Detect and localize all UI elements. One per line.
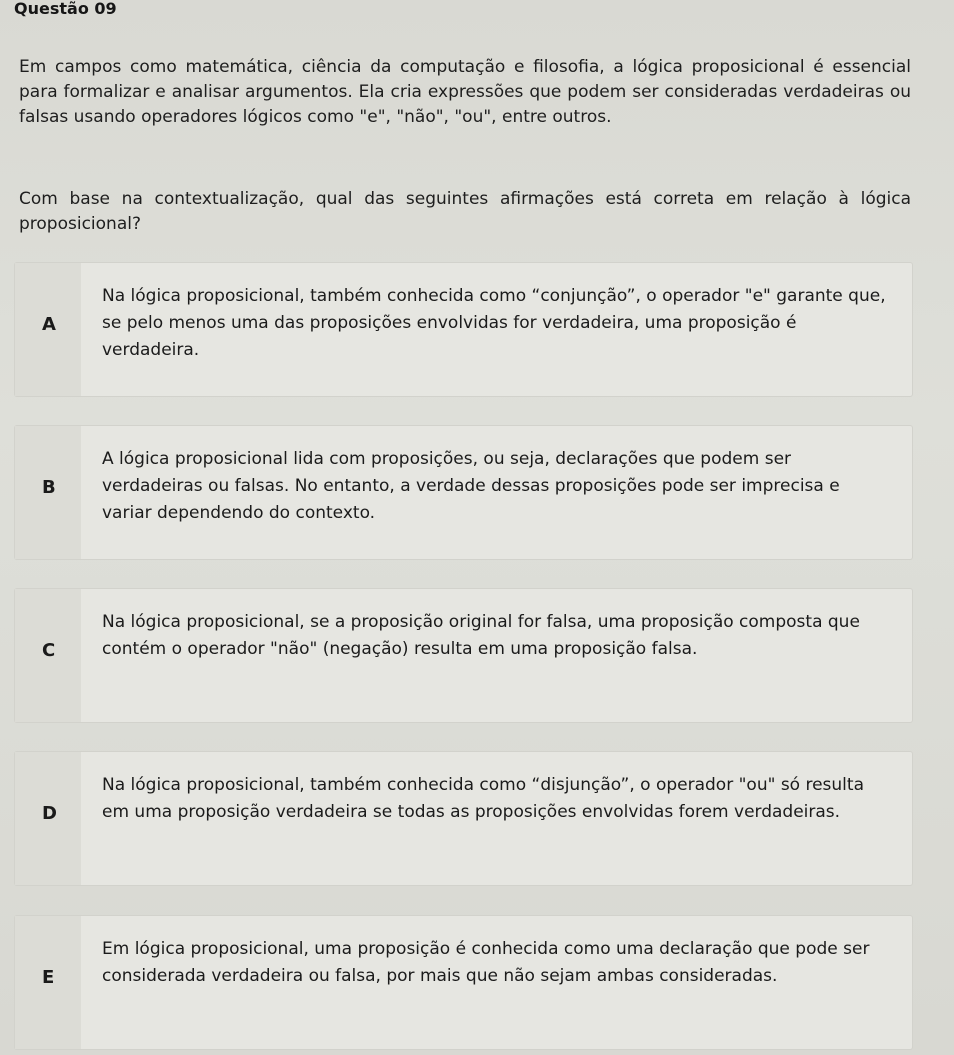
question-prompt: Com base na contextualização, qual das seguintes afirmações está correta em relação à lógica proposicional? <box>19 189 911 234</box>
question-title: Questão 09 <box>14 0 117 18</box>
answer-option-c[interactable] <box>15 589 912 722</box>
option-text: Na lógica proposicional, também conhecida como “conjunção”, o operador "e" garante que, se pelo menos uma das proposições envolvidas for verdadeira, uma proposição é verdadeira. <box>102 286 886 360</box>
option-letter: A <box>42 314 56 335</box>
question-context: Em campos como matemática, ciência da computação e filosofia, a lógica proposicional é essencial para formalizar e analisar argumentos. Ela cria expressões que podem ser consideradas verdadeiras ou falsas usando operadores lógicos como "e", "não", "ou", entre outros. <box>19 57 911 127</box>
option-letter: D <box>42 803 57 824</box>
option-letter: B <box>42 477 56 498</box>
option-text: Na lógica proposicional, se a proposição original for falsa, uma proposição composta que contém o operador "não" (negação) resulta em uma proposição falsa. <box>102 612 860 659</box>
answer-option-b[interactable] <box>15 426 912 559</box>
option-text: Em lógica proposicional, uma proposição é conhecida como uma declaração que pode ser considerada verdadeira ou falsa, por mais que não sejam ambas consideradas. <box>102 939 870 986</box>
option-text: A lógica proposicional lida com proposições, ou seja, declarações que podem ser verdadeiras ou falsas. No entanto, a verdade dessas proposições pode ser imprecisa e variar dependendo do contexto. <box>102 449 840 523</box>
option-text: Na lógica proposicional, também conhecida como “disjunção”, o operador "ou" só resulta em uma proposição verdadeira se todas as proposições envolvidas forem verdadeiras. <box>102 775 864 822</box>
option-letter: E <box>42 967 55 988</box>
answer-option-e[interactable] <box>15 916 912 1049</box>
answer-option-d[interactable] <box>15 752 912 885</box>
option-letter: C <box>42 640 56 661</box>
answer-option-a[interactable] <box>15 263 912 396</box>
